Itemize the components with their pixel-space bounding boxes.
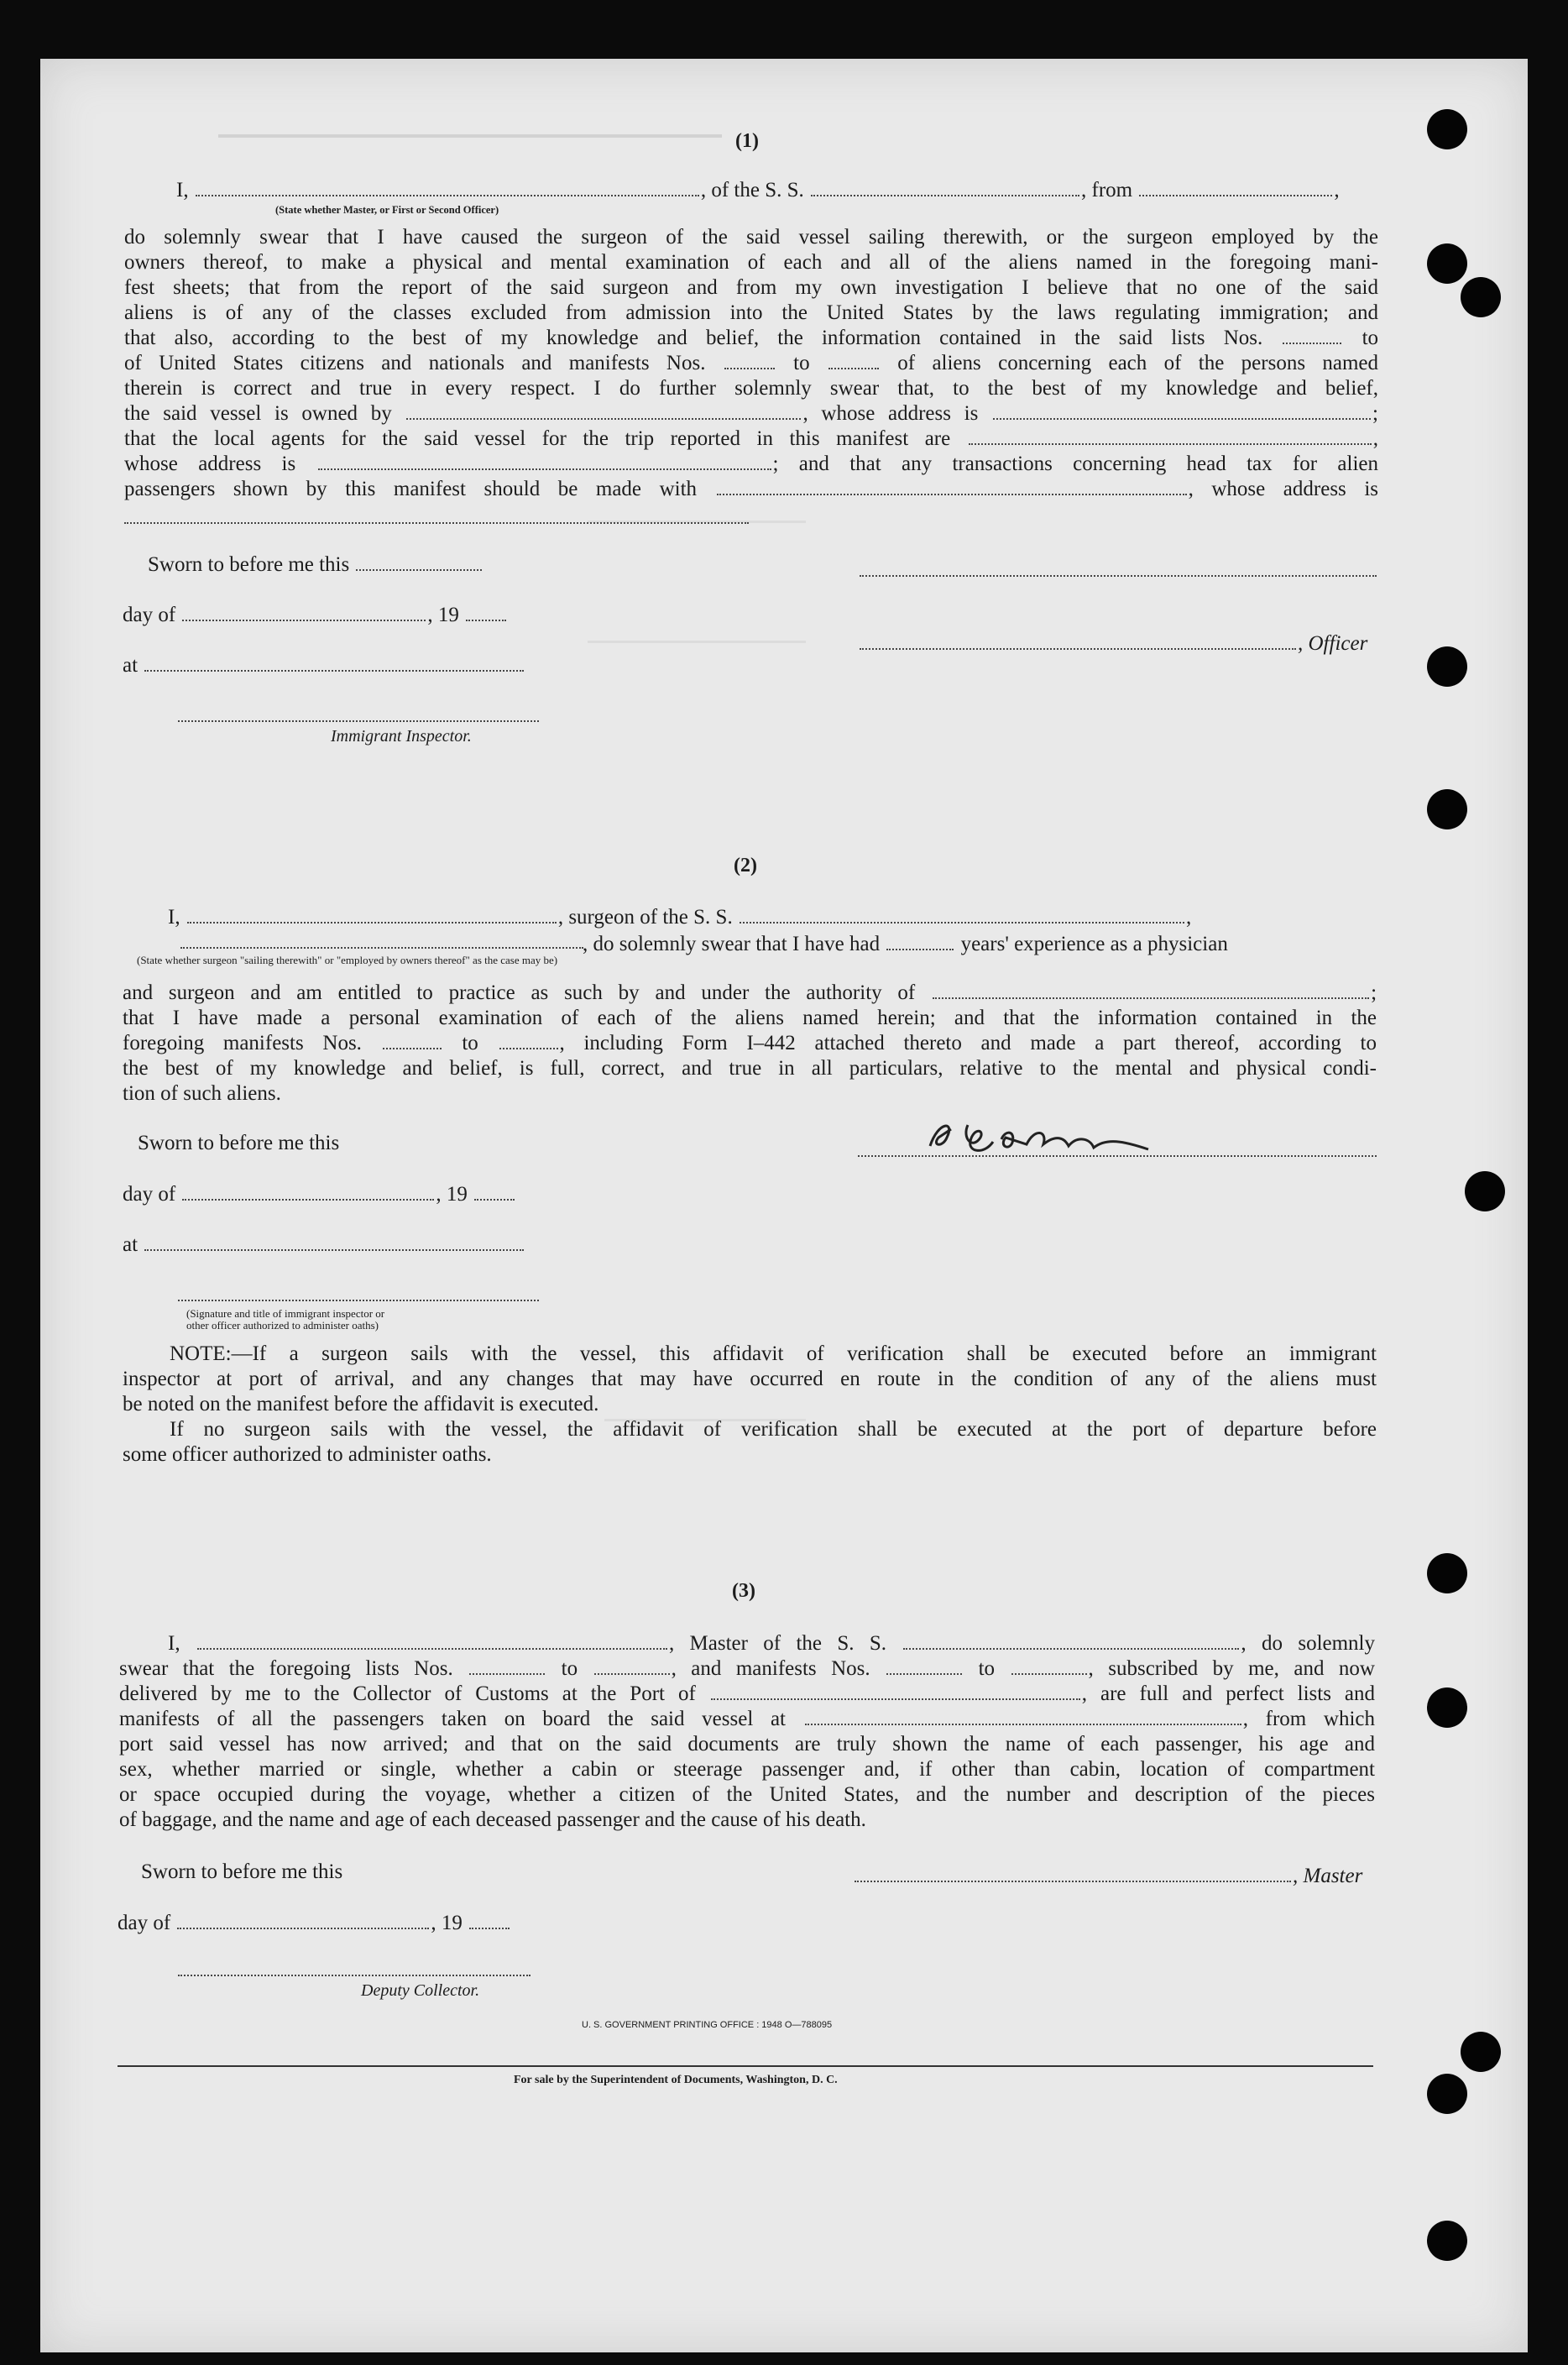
whose-address-label: , whose address is (802, 402, 979, 425)
year-label: , 19 (436, 1183, 468, 1206)
swear-lists-text: swear that the foregoing lists Nos. (119, 1657, 453, 1680)
section-2-second-line (579, 932, 1228, 957)
paragraph-line: the best of my knowledge and belief, is full, correct, and true in all particulars, relative to the mental and physical condi- (123, 1057, 1377, 1080)
punch-hole (1461, 2032, 1501, 2072)
sworn-day-field[interactable] (356, 568, 482, 571)
and-manifests-text: , and manifests Nos. (671, 1657, 870, 1680)
paragraph-line: that I have made a personal examination of each of the aliens named herein; and that the information contained in the (123, 1007, 1377, 1029)
surgeon-type-dots[interactable] (180, 947, 583, 949)
punch-hole (1427, 2074, 1467, 2114)
punch-hole (1465, 1171, 1505, 1211)
footer-rule (118, 2065, 1373, 2067)
paragraph-line: aliens is of any of the classes excluded from admission into the United States by the laws regulating immigration; and (124, 301, 1378, 324)
i-label: I, (168, 1632, 180, 1655)
manifests-to-field[interactable] (499, 1047, 558, 1049)
year-field[interactable] (469, 1927, 510, 1929)
note-line: inspector at port of arrival, and any changes that may have occurred en route in the condition of any of the aliens must (123, 1368, 1377, 1390)
to-label: to (793, 352, 810, 374)
subscribed-text: , subscribed by me, and now (1088, 1657, 1375, 1680)
paragraph-line (119, 1682, 1375, 1707)
manifests-all-text: manifests of all the passengers taken on board the said vessel at (119, 1708, 786, 1730)
year-label: , 19 (431, 1912, 463, 1934)
manifests-to-field[interactable] (1011, 1672, 1087, 1675)
punch-hole (1427, 2221, 1467, 2261)
port-field[interactable] (711, 1698, 1080, 1700)
paragraph-line: and surgeon and am entitled to practice as such by and under the authority of ; (123, 981, 1377, 1004)
lists-nos-from-field[interactable] (1283, 342, 1341, 344)
month-field[interactable] (177, 1927, 429, 1929)
local-agents-field[interactable] (969, 442, 1372, 445)
punch-hole (1427, 243, 1467, 284)
deputy-signature-line[interactable] (178, 1975, 531, 1976)
officer-name-field[interactable] (196, 194, 699, 196)
officer-title-field[interactable] (860, 647, 1296, 650)
master-signature-field[interactable] (855, 1880, 1291, 1882)
paragraph-line: of baggage, and the name and age of each deceased passenger and the cause of his death. (119, 1808, 866, 1831)
lists-to-field[interactable] (594, 1672, 670, 1675)
punch-hole (1427, 1687, 1467, 1728)
paragraph-line (124, 326, 1378, 351)
day-of-line-3 (118, 1911, 511, 1936)
manifests-nos-text: of United States citizens and nationals and manifests Nos. (124, 352, 706, 374)
i-label: I, (168, 906, 180, 929)
whose-address-label: , whose address is (1188, 478, 1378, 500)
departure-port-field[interactable] (805, 1723, 1241, 1725)
from-label: , from (1081, 179, 1133, 201)
paragraph-line: owners thereof, to make a physical and mental examination of each and all of the aliens named in the foregoing mani- (124, 251, 1378, 274)
caption-line: other officer authorized to administer oaths) (186, 1319, 379, 1332)
paragraph-line: that the local agents for the said vessel for the trip reported in this manifest are , (124, 427, 1379, 450)
sworn-line-2 (138, 1131, 339, 1156)
at-line-2 (123, 1232, 525, 1258)
authority-text: and surgeon and am entitled to practice as such by and under the authority of (123, 981, 916, 1004)
from-port-field[interactable] (1139, 194, 1332, 196)
to-label: to (462, 1032, 478, 1054)
at-label: at (123, 1233, 139, 1256)
local-agents-text: that the local agents for the said vessel for the trip reported in this manifest are (124, 427, 951, 450)
paragraph-line (124, 477, 1378, 502)
section-2-heading: (2) (734, 855, 757, 876)
punch-hole (1461, 277, 1501, 317)
master-vessel-field[interactable] (903, 1647, 1239, 1650)
surgeon-handwritten-signature (922, 1112, 1173, 1163)
whose-address-text: whose address is (124, 453, 296, 475)
from-which-text: , from which (1242, 1708, 1375, 1730)
printing-office-note: U. S. GOVERNMENT PRINTING OFFICE : 1948 O—788095 (582, 2020, 833, 2030)
sworn-line-1 (148, 552, 483, 578)
section-2-first-line: I, , surgeon of the S. S. , (168, 906, 1192, 929)
inspector-label: Immigrant Inspector. (331, 727, 472, 746)
including-text: , including Form I–442 attached thereto and made a part thereof, according to (559, 1032, 1377, 1054)
at-place-field[interactable] (144, 669, 524, 672)
officer-line (858, 631, 1367, 657)
note-line: If no surgeon sails with the vessel, the affidavit of verification shall be executed at the port of departure before (170, 1418, 1377, 1441)
at-place-field[interactable] (144, 1248, 524, 1251)
section-1-heading: (1) (735, 130, 759, 152)
of-aliens-text: of aliens concerning each of the persons named (897, 352, 1379, 374)
vessel-name-field[interactable] (811, 194, 1079, 196)
agents-address-field[interactable] (318, 468, 771, 470)
to-label: to (1362, 327, 1379, 349)
master-name-field[interactable] (197, 1647, 667, 1650)
delivered-text: delivered by me to the Collector of Customs at the Port of (119, 1682, 696, 1705)
at-line-1 (123, 653, 525, 678)
note-line: NOTE:—If a surgeon sails with the vessel, this affidavit of verification shall be executed before an immigrant (170, 1342, 1377, 1365)
punch-hole (1427, 109, 1467, 149)
owner-address-field[interactable] (993, 417, 1371, 420)
deputy-collector-label: Deputy Collector. (361, 1981, 480, 2000)
officer-caption: (State whether Master, or First or Second Officer) (275, 204, 499, 216)
manifests-from-field[interactable] (886, 1672, 962, 1675)
officer-label: , Officer (1298, 632, 1368, 655)
surgeon-vessel-field[interactable] (740, 921, 1184, 924)
sworn-line-3 (141, 1860, 342, 1885)
note-line: be noted on the manifest before the affidavit is executed. (123, 1393, 599, 1415)
lists-nos-text: that also, according to the best of my knowledge and belief, the information contained in the said lists Nos. (124, 327, 1263, 349)
paragraph-line (124, 452, 1378, 477)
day-of-label: day of (118, 1912, 171, 1934)
paragraph-line (119, 1656, 1375, 1682)
officer-signature-line[interactable] (860, 575, 1377, 577)
year-field[interactable] (466, 619, 506, 621)
paragraph-line: port said vessel has now arrived; and that on the said documents are truly shown the name of each passenger, his age and (119, 1733, 1375, 1755)
month-field[interactable] (182, 619, 426, 621)
punch-hole (1427, 1553, 1467, 1593)
month-field[interactable] (182, 1198, 434, 1201)
paragraph-line: sex, whether married or single, whether a cabin or steerage passenger and, if other than cabin, location of compartment (119, 1758, 1375, 1781)
i-label: I, (176, 179, 189, 201)
paragraph-line: tion of such aliens. (123, 1082, 281, 1105)
day-of-label: day of (123, 604, 176, 626)
day-of-line-1 (123, 603, 508, 628)
paragraph-line: do solemnly swear that I have caused the surgeon of the said vessel sailing therewith, or the surgeon employed by the (124, 226, 1378, 249)
paragraph-line: therein is correct and true in every respect. I do further solemnly swear that, to the best of my knowledge and belief, (124, 377, 1378, 400)
note-line: some officer authorized to administer oaths. (123, 1443, 492, 1466)
owner-field[interactable] (406, 417, 801, 420)
sworn-label: Sworn to before me this (141, 1860, 343, 1883)
note-paragraph (123, 1342, 1377, 1468)
paragraph-line: the said vessel is owned by , whose address is ; (124, 402, 1378, 425)
do-solemnly-label: , do solemnly (1241, 1632, 1376, 1655)
section-1-first-line: I, , of the S. S. , from , (176, 179, 1340, 201)
full-perfect-text: , are full and perfect lists and (1081, 1682, 1376, 1705)
master-label: , Master (1293, 1865, 1363, 1887)
year-field[interactable] (474, 1198, 515, 1201)
signature-caption (186, 1308, 384, 1332)
year-label: , 19 (427, 604, 459, 626)
paragraph-line: or space occupied during the voyage, whether a citizen of the United States, and the number and description of the pieces (119, 1783, 1375, 1806)
paragraph-line (124, 351, 1378, 376)
passengers-text: passengers shown by this manifest should be made with (124, 478, 698, 500)
at-label: at (123, 654, 139, 677)
head-tax-party-field[interactable] (717, 493, 1187, 495)
paragraph-line (119, 1631, 1375, 1656)
day-of-label: day of (123, 1183, 176, 1206)
to-label: to (561, 1657, 578, 1680)
inspector-signature-line-2[interactable] (178, 1300, 539, 1301)
master-of-label: , Master of the S. S. (668, 1632, 887, 1655)
surgeon-caption: (State whether surgeon "sailing therewith" or "employed by owners thereof" as the case may be) (137, 954, 558, 966)
owned-by-text: the said vessel is owned by (124, 402, 392, 425)
caption-line: (Signature and title of immigrant inspector or (186, 1307, 385, 1320)
paragraph-line (123, 1031, 1377, 1056)
of-ss-label: , of the S. S. (700, 179, 804, 201)
punch-hole (1427, 646, 1467, 687)
years-field[interactable] (886, 948, 954, 950)
section-3-heading: (3) (732, 1580, 755, 1602)
day-of-line-2 (123, 1182, 516, 1207)
do-solemnly-label: , do solemnly swear that I have had (583, 933, 881, 955)
sworn-label: Sworn to before me this (138, 1132, 340, 1154)
section-3-paragraph (119, 1631, 1375, 1833)
manifests-nos-text: foregoing manifests Nos. (123, 1032, 362, 1054)
paragraph-line (119, 1707, 1375, 1732)
head-tax-address-field[interactable] (124, 514, 749, 524)
section-2-paragraph (123, 981, 1377, 1107)
inspector-signature-line[interactable] (178, 720, 539, 722)
manifests-from-field[interactable] (724, 367, 775, 369)
paragraph-line: fest sheets; that from the report of the said surgeon and from my own investigation I believe that no one of the said (124, 276, 1378, 299)
sworn-label: Sworn to before me this (148, 553, 350, 576)
lists-from-field[interactable] (469, 1672, 545, 1675)
section-1-paragraph (124, 225, 1378, 502)
punch-hole (1427, 789, 1467, 829)
years-exp-label: years' experience as a physician (960, 933, 1228, 955)
to-label: to (978, 1657, 996, 1680)
bleed-through-mark (218, 134, 722, 163)
for-sale-note: For sale by the Superintendent of Documents, Washington, D. C. (514, 2074, 838, 2086)
surgeon-name-field[interactable] (187, 921, 557, 924)
authority-field[interactable] (933, 997, 1369, 999)
surgeon-of-ss-label: , surgeon of the S. S. (557, 906, 733, 929)
master-signature-line (853, 1864, 1362, 1889)
manifests-to-field[interactable] (828, 367, 879, 369)
bleed-through-mark (588, 521, 806, 643)
manifests-from-field[interactable] (383, 1047, 442, 1049)
head-tax-text: ; and that any transactions concerning head tax for alien (772, 453, 1378, 475)
